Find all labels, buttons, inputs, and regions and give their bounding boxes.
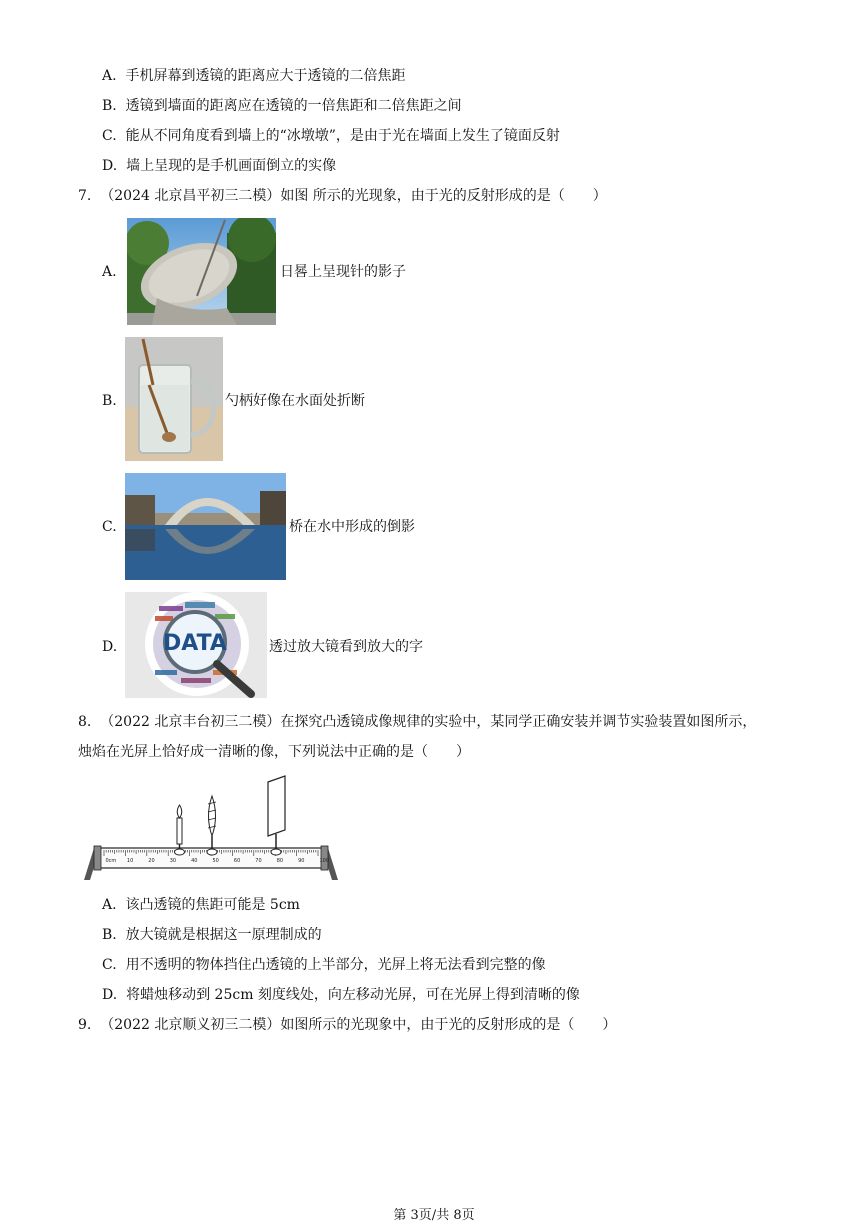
q7-option-b-label: B.	[102, 393, 117, 409]
ruler-label: 80	[276, 858, 284, 864]
ruler-label: 60	[233, 858, 241, 864]
ruler-label: 10	[126, 858, 134, 864]
ruler-label: 20	[148, 858, 155, 864]
ruler-label: 0cm	[105, 858, 117, 864]
spoon-in-glass-image	[125, 337, 223, 461]
q6-option-b: B. 透镜到墙面的距离应在透镜的一倍焦距和二倍焦距之间	[102, 98, 462, 114]
ruler-label: 90	[298, 858, 305, 864]
q7-option-c-label: C.	[102, 519, 117, 535]
sundial-image	[127, 218, 276, 325]
q6-option-d: D. 墙上呈现的是手机画面倒立的实像	[102, 158, 337, 174]
q7-option-d-label: D.	[102, 639, 118, 655]
q6-option-a: A. 手机屏幕到透镜的距离应大于透镜的二倍焦距	[102, 68, 406, 84]
q7-stem: 7. （2024 北京昌平初三二模）如图 所示的光现象，由于光的反射形成的是（ ）	[78, 188, 607, 204]
page-footer: 第 3页/共 8页	[393, 1208, 475, 1223]
ruler-label: 40	[191, 858, 198, 864]
magnifier-data-image	[125, 592, 267, 698]
q8-stem-line2: 烛焰在光屏上恰好成一清晰的像，下列说法中正确的是（ ）	[78, 744, 470, 760]
ruler-label: 100	[319, 858, 330, 864]
bridge-reflection-image	[125, 473, 286, 580]
ruler-label: 50	[212, 858, 219, 864]
q8-option-b: B. 放大镜就是根据这一原理制成的	[102, 927, 322, 943]
q7-option-b-caption: 勺柄好像在水面处折断	[225, 393, 365, 409]
ruler-label: 30	[169, 858, 177, 864]
q8-stem-line1: 8. （2022 北京丰台初三二模）在探究凸透镜成像规律的实验中，某同学正确安装并调节实验装置如图所示，	[78, 714, 757, 730]
q8-option-a: A. 该凸透镜的焦距可能是 5cm	[102, 897, 300, 913]
q8-option-c: C. 用不透明的物体挡住凸透镜的上半部分，光屏上将无法看到完整的像	[102, 957, 546, 973]
q6-option-c: C. 能从不同角度看到墙上的“冰墩墩”，是由于光在墙面上发生了镜面反射	[102, 128, 560, 144]
magnifier-word: DATA	[163, 631, 227, 656]
q7-option-d-caption: 透过放大镜看到放大的字	[269, 639, 423, 655]
q7-option-a-label: A.	[102, 264, 117, 280]
q8-option-d: D. 将蜡烛移动到 25cm 刻度线处，向左移动光屏，可在光屏上得到清晰的像	[102, 987, 580, 1003]
optical-bench-diagram	[82, 772, 344, 884]
q7-option-c-caption: 桥在水中形成的倒影	[289, 519, 415, 535]
ruler-label: 70	[255, 858, 262, 864]
q9-stem: 9. （2022 北京顺义初三二模）如图所示的光现象中，由于光的反射形成的是（ ）	[78, 1017, 617, 1033]
q7-option-a-caption: 日晷上呈现针的影子	[280, 264, 406, 280]
